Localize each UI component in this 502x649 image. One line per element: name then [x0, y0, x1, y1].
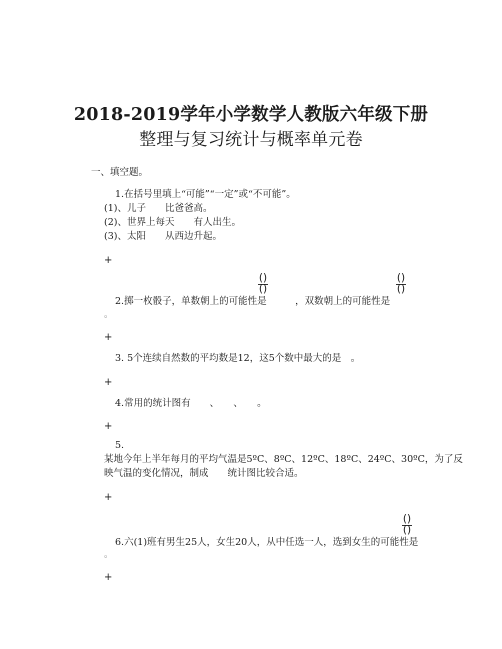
separator-mark: + [104, 377, 113, 388]
question-1-sub-1: (1)、儿子 比爸爸高。 [104, 203, 213, 214]
question-3: 3. 5个连续自然数的平均数是12，这5个数中最大的是 。 [115, 353, 361, 364]
separator-mark: + [104, 421, 113, 432]
fraction-numerator: () [402, 513, 412, 525]
document-title: 2018-2019学年小学数学人教版六年级下册 [73, 105, 429, 125]
question-5-line-2: 映气温的变化情况，制成 统计图比较合适。 [104, 468, 304, 479]
separator-mark: + [104, 255, 113, 266]
question-1-sub-3: (3)、太阳 从西边升起。 [104, 231, 222, 242]
question-2: 2.掷一枚骰子，单数朝上的可能性是 ，双数朝上的可能性是 [115, 296, 391, 307]
separator-mark: + [104, 572, 113, 583]
fraction-denominator: () [396, 283, 406, 295]
separator-mark: + [104, 492, 113, 503]
fraction-blank [258, 273, 268, 295]
question-1-stem: 1.在括号里填上“可能”“一定”或“不可能”。 [115, 189, 296, 200]
fraction-denominator: () [258, 283, 268, 295]
section-heading: 一、填空题。 [91, 167, 149, 178]
fraction-numerator: () [258, 272, 268, 284]
question-5-number: 5. [115, 440, 125, 451]
question-1-sub-2: (2)、世界上每天 有人出生。 [104, 217, 241, 228]
fraction-blank [402, 514, 412, 536]
fraction-denominator: () [402, 524, 412, 536]
fraction-numerator: () [396, 272, 406, 284]
separator-mark: + [104, 332, 113, 343]
small-mark: 。 [104, 310, 114, 320]
small-mark: 。 [104, 550, 114, 560]
question-5-line-1: 某地今年上半年每月的平均气温是5ºC、8ºC、12ºC、18ºC、24ºC、30ºC，为了反 [104, 454, 463, 465]
document-subtitle: 整理与复习统计与概率单元卷 [139, 130, 363, 150]
question-6: 6.六(1)班有男生25人，女生20人，从中任选一人，选到女生的可能性是 [115, 537, 419, 548]
fraction-blank [396, 273, 406, 295]
question-4: 4.常用的统计图有 、 、 。 [115, 398, 267, 409]
